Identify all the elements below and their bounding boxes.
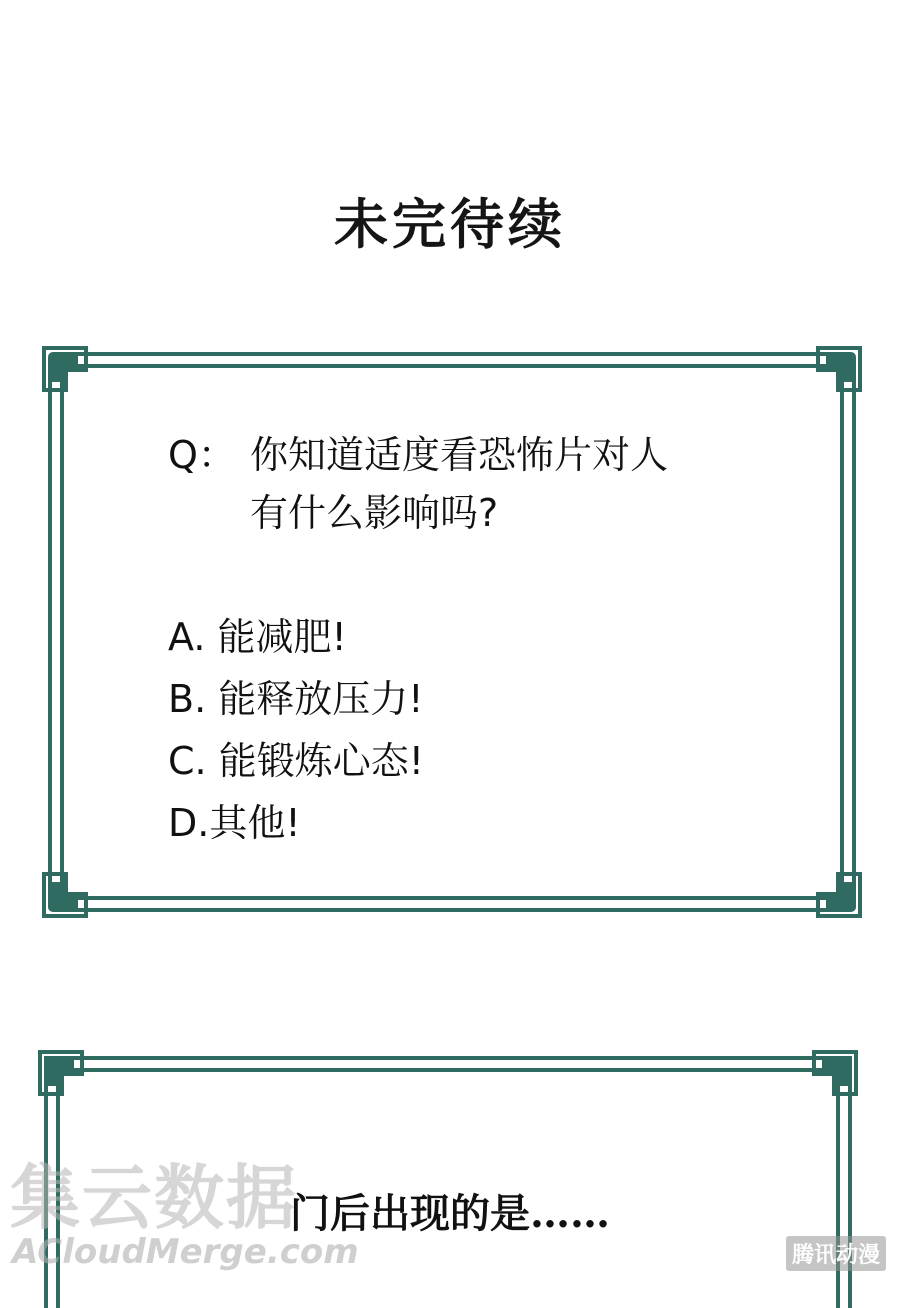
watermark-cn: 集云数据 [10, 1157, 298, 1239]
to-be-continued-title: 未完待续 [334, 192, 566, 256]
option-a: A. 能减肥! [168, 615, 347, 659]
option-c: C. 能锻炼心态! [168, 739, 424, 783]
option-d: D.其他! [168, 801, 301, 845]
watermark-en: ACloudMerge.com [12, 1232, 359, 1272]
option-b: B. 能释放压力! [168, 677, 424, 721]
question-prefix: Q： [168, 433, 236, 477]
next-panel-text: 门后出现的是…… [290, 1190, 610, 1237]
question-block [168, 426, 788, 542]
options-list [168, 606, 424, 854]
watermark-corner-logo: 腾讯动漫 [786, 1236, 886, 1271]
question-line-2: 有什么影响吗? [250, 491, 499, 535]
question-line-1: 你知道适度看恐怖片对人 [250, 433, 669, 477]
